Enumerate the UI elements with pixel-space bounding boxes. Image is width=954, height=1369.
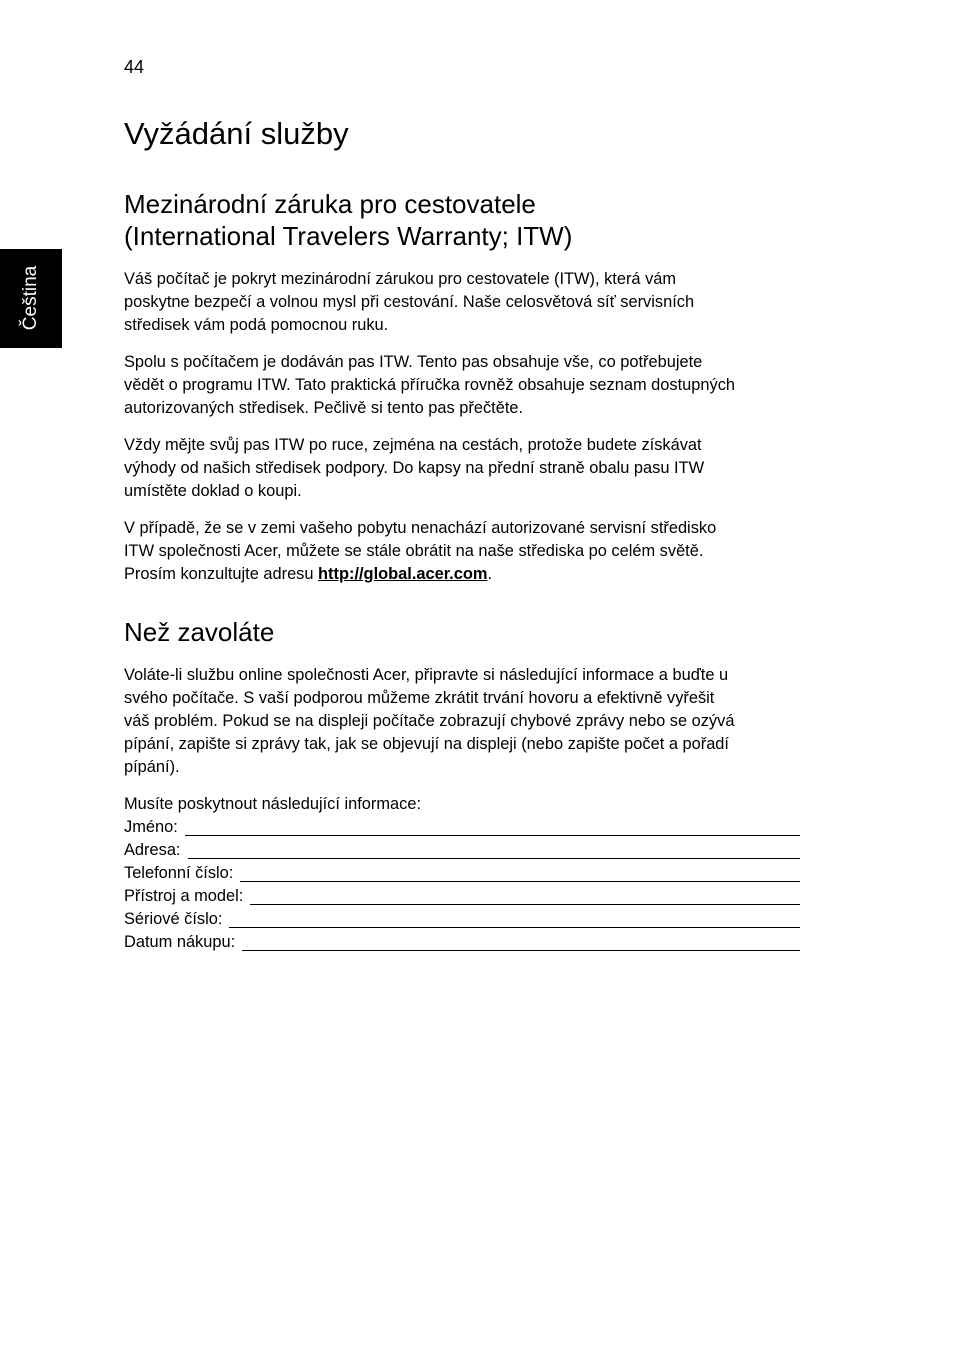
- call-heading: Než zavoláte: [124, 617, 275, 647]
- itw-paragraph-3: Vždy mějte svůj pas ITW po ruce, zejména na cestách, protože budete získávat výhody od našich středisek podpory. Do kapsy na přední straně obalu pasu ITW umístěte doklad o koupi.: [124, 436, 705, 500]
- language-tab-label: Čeština: [20, 265, 41, 331]
- form-blank-line: [242, 933, 800, 951]
- page-title: Vyžádání služby: [124, 116, 349, 151]
- page-number: 44: [124, 57, 145, 77]
- form-label: Jméno:: [124, 818, 178, 836]
- form-blank-line: [250, 887, 800, 905]
- itw-heading-line1: Mezinárodní záruka pro cestovatele: [124, 189, 536, 219]
- form-row-purchase-date: [124, 931, 800, 954]
- form-row-serial: [124, 908, 800, 931]
- form-blank-line: [188, 841, 801, 859]
- language-tab: [0, 249, 62, 348]
- itw-heading-line2: (International Travelers Warranty; ITW): [124, 221, 573, 251]
- itw-paragraph-4: [124, 517, 824, 586]
- form-row-name: [124, 816, 800, 839]
- form-label: Sériové číslo:: [124, 910, 223, 928]
- form-blank-line: [240, 864, 800, 882]
- itw-paragraph-2: Spolu s počítačem je dodáván pas ITW. Tento pas obsahuje vše, co potřebujete vědět o programu ITW. Tato praktická příručka rovněž obsahuje seznam dostupných autorizovaných středisek. Pečlivě si tento pas přečtěte.: [124, 353, 736, 417]
- form-row-device: [124, 885, 800, 908]
- call-paragraph: Voláte-li službu online společnosti Acer, připravte si následující informace a buďte u svého počítače. S vaší podporou můžeme zkrátit trvání hovoru a efektivně vyřešit váš problém. Pokud se na displeji počítače zobrazují chybové zprávy nebo se ozývá pípání, zapište si zprávy tak, jak se objevují na displeji (nebo zapište počet a pořadí pípání).: [124, 666, 735, 776]
- form-label: Telefonní číslo:: [124, 864, 234, 882]
- form-label: Datum nákupu:: [124, 933, 236, 951]
- form-label: Přístroj a model:: [124, 887, 244, 905]
- itw-paragraph-1: Váš počítač je pokryt mezinárodní zárukou pro cestovatele (ITW), která vám poskytne bezpečí a volnou mysl při cestování. Naše celosvětová síť servisních středisek vám podá pomocnou ruku.: [124, 270, 695, 334]
- form-row-phone: [124, 862, 800, 885]
- itw-paragraph-4-text: V případě, že se v zemi vašeho pobytu nenachází autorizované servisní středisko ITW společnosti Acer, můžete se stále obrátit na naše střediska po celém světě. Prosím konzultujte adresu: [124, 519, 717, 583]
- itw-paragraph-4-end: .: [487, 565, 493, 583]
- form-label: Adresa:: [124, 841, 181, 859]
- form-row-address: [124, 839, 800, 862]
- acer-global-link[interactable]: http://global.acer.com: [318, 565, 488, 583]
- form-blank-line: [185, 818, 800, 836]
- form-intro: Musíte poskytnout následující informace:: [124, 795, 422, 813]
- info-form: [124, 793, 800, 954]
- form-blank-line: [229, 910, 800, 928]
